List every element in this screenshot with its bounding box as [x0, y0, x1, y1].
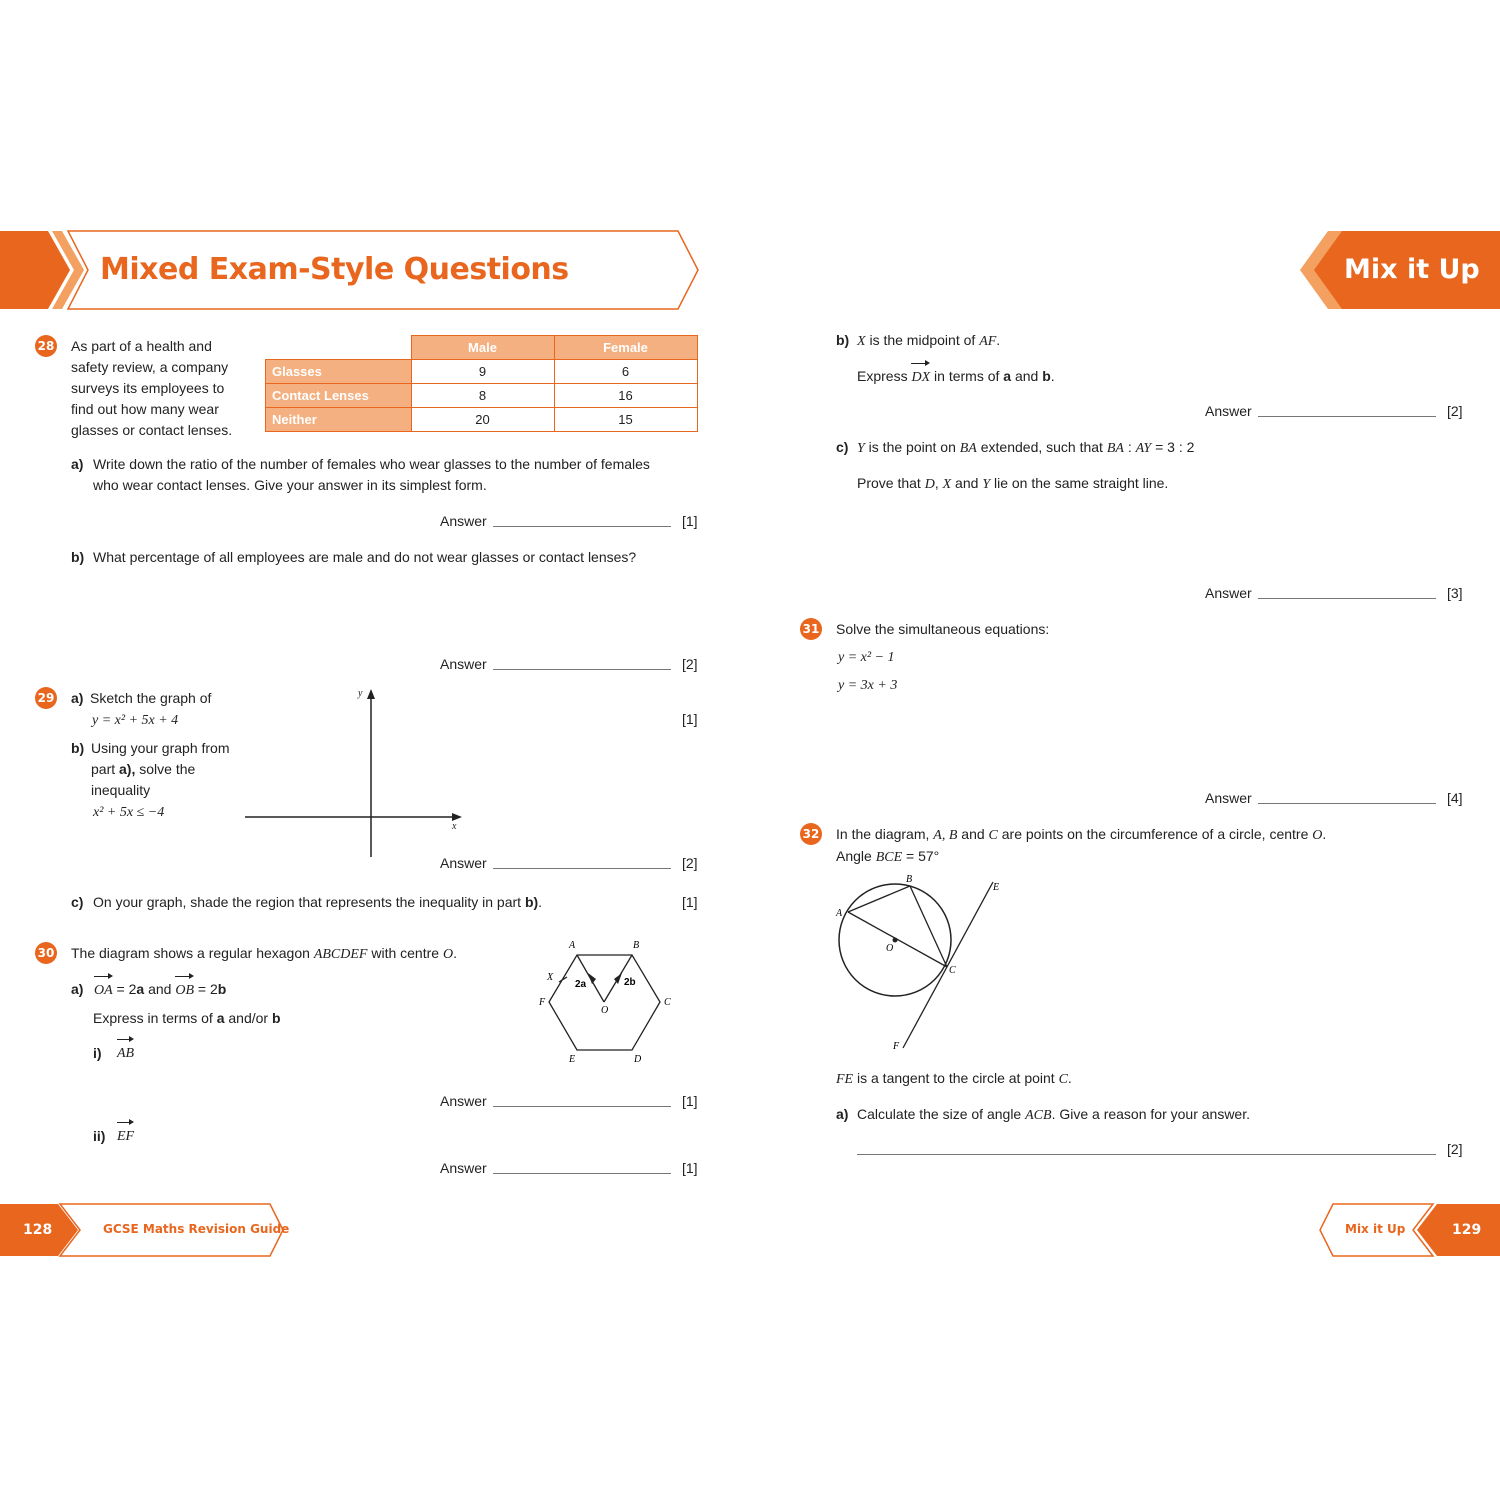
hex-label-f: F	[539, 997, 546, 1008]
marks: [2]	[1447, 1141, 1463, 1157]
hex-label-b: B	[633, 940, 640, 951]
circle-label-b: B	[906, 874, 913, 885]
page-number-right: 129	[1452, 1222, 1482, 1238]
part-label: b)	[836, 332, 850, 348]
page-number-left: 128	[23, 1222, 53, 1238]
answer-line[interactable]	[493, 525, 671, 527]
part-label: c)	[836, 439, 849, 455]
hex-label-o: O	[601, 1005, 609, 1016]
answer-line[interactable]	[1258, 802, 1436, 804]
marks: [1]	[682, 513, 698, 529]
circle-label-e: E	[993, 882, 1000, 893]
q28-b-text: What percentage of all employees are male and do not wear glasses or contact lenses?	[93, 549, 637, 565]
part-label: ii)	[93, 1128, 106, 1144]
answer-line[interactable]	[1258, 415, 1436, 417]
part-label: a)	[836, 1106, 849, 1122]
q31-equation-2: y = 3x + 3	[838, 678, 898, 693]
part-label: b)	[71, 740, 85, 756]
q30-c-prove: Prove that D, X and Y lie on the same straight line.	[857, 475, 1169, 492]
footer-section-title: Mix it Up	[1345, 1222, 1406, 1236]
marks: [1]	[682, 711, 698, 727]
marks: [1]	[682, 1093, 698, 1109]
q29-c-text: On your graph, shade the region that represents the inequality in part b).	[93, 894, 543, 910]
answer-line[interactable]	[493, 668, 671, 670]
part-label: a)	[71, 690, 84, 706]
vector-ef: EF	[117, 1126, 134, 1147]
marks: [1]	[682, 894, 698, 910]
answer-label: Answer	[440, 1093, 487, 1109]
answer-label: Answer	[1205, 403, 1252, 419]
footer-book-title: GCSE Maths Revision Guide	[103, 1222, 290, 1236]
part-label: a)	[71, 981, 84, 997]
circle-diagram	[825, 870, 1015, 1055]
marks: [2]	[682, 855, 698, 871]
part-label: c)	[71, 894, 84, 910]
answer-line[interactable]	[857, 1153, 1436, 1155]
question-number: 30	[35, 942, 57, 964]
q30-intro: The diagram shows a regular hexagon ABCDEF with centre O.	[71, 945, 457, 962]
answer-label: Answer	[440, 855, 487, 871]
table-row: Neither 20 15	[266, 408, 698, 432]
question-number: 31	[800, 618, 822, 640]
marks: [3]	[1447, 585, 1463, 601]
survey-table	[265, 335, 698, 432]
q30-b-text: X is the midpoint of AF.	[857, 332, 1001, 349]
table-row: Contact Lenses 8 16	[266, 384, 698, 408]
q32-tangent: FE is a tangent to the circle at point C.	[836, 1070, 1072, 1087]
answer-line[interactable]	[493, 867, 671, 869]
q32-angle: Angle BCE = 57°	[836, 848, 940, 865]
circle-label-f: F	[893, 1041, 900, 1052]
part-label: b)	[71, 549, 85, 565]
q29-a-text: Sketch the graph of	[90, 690, 212, 706]
q30-b-express: Express DX in terms of a and b.	[857, 366, 1055, 388]
x-axis-label: x	[452, 821, 457, 832]
answer-line[interactable]	[1258, 597, 1436, 599]
marks: [2]	[682, 656, 698, 672]
hexagon-diagram	[530, 935, 680, 1070]
q32-intro: In the diagram, A, B and C are points on the circumference of a circle, centre O.	[836, 826, 1327, 843]
question-number: 32	[800, 823, 822, 845]
vector-label-2a: 2a	[575, 979, 587, 990]
hex-label-d: D	[634, 1054, 642, 1065]
q30-express: Express in terms of a and/or b	[93, 1010, 281, 1026]
question-number: 29	[35, 687, 57, 709]
hex-label-x: X	[547, 972, 554, 983]
circle-label-c: C	[949, 965, 956, 976]
answer-label: Answer	[1205, 790, 1252, 806]
mix-title: Mix it Up	[1344, 254, 1480, 285]
q28-a-text: Write down the ratio of the number of females who wear glasses to the number of females who wear contact lenses. Give your answer in its simplest form.	[93, 456, 650, 493]
vector-label-2b: 2b	[624, 977, 636, 988]
marks: [2]	[1447, 403, 1463, 419]
q29-a-equation: y = x² + 5x + 4	[92, 713, 179, 728]
col-header-female: Female	[554, 336, 697, 360]
answer-label: Answer	[440, 656, 487, 672]
part-label: a)	[71, 456, 84, 472]
hex-label-e: E	[569, 1054, 576, 1065]
q29-b-text: Using your graph from part a), solve the inequality	[91, 740, 230, 798]
q32-a-text: Calculate the size of angle ACB. Give a reason for your answer.	[857, 1106, 1250, 1123]
table-row: Glasses 9 6	[266, 360, 698, 384]
graph-axes	[240, 685, 470, 865]
vector-ab: AB	[117, 1043, 134, 1064]
part-label: i)	[93, 1045, 102, 1061]
hex-label-a: A	[569, 940, 576, 951]
answer-line[interactable]	[493, 1172, 671, 1174]
circle-label-a: A	[836, 908, 843, 919]
q31-equation-1: y = x² − 1	[838, 650, 895, 665]
circle-label-o: O	[886, 943, 894, 954]
q30-c-text: Y is the point on BA extended, such that BA : AY = 3 : 2	[857, 439, 1195, 456]
hex-label-c: C	[664, 997, 671, 1008]
marks: [1]	[682, 1160, 698, 1176]
answer-label: Answer	[440, 1160, 487, 1176]
q31-text: Solve the simultaneous equations:	[836, 621, 1050, 637]
question-number: 28	[35, 335, 57, 357]
answer-label: Answer	[440, 513, 487, 529]
marks: [4]	[1447, 790, 1463, 806]
answer-label: Answer	[1205, 585, 1252, 601]
q30-a-vectors: OA = 2a and OB = 2b	[94, 979, 226, 1001]
col-header-male: Male	[411, 336, 554, 360]
answer-line[interactable]	[493, 1105, 671, 1107]
q29-b-inequality: x² + 5x ≤ −4	[93, 805, 165, 820]
y-axis-label: y	[358, 688, 363, 699]
q28-intro: As part of a health and safety review, a company surveys its employees to find out how many wear glasses or contact lenses.	[71, 338, 233, 438]
page-title: Mixed Exam-Style Questions	[100, 252, 569, 287]
